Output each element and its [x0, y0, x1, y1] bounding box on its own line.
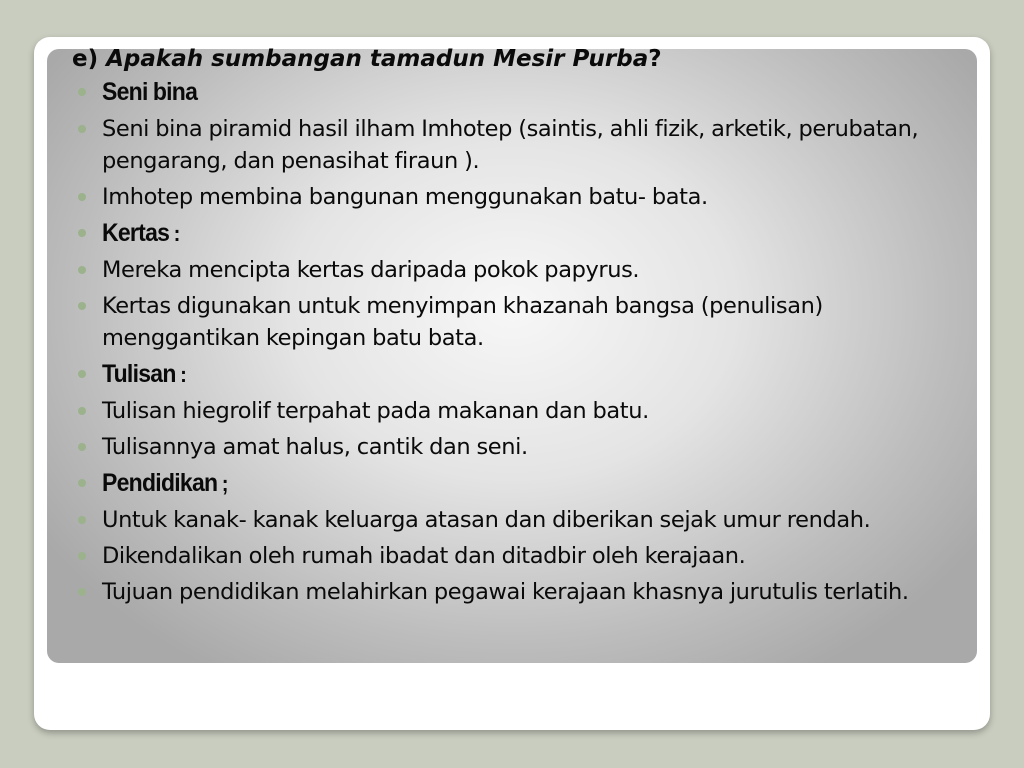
bullet-dot-icon — [78, 479, 86, 487]
bullet-dot-icon — [78, 588, 86, 596]
section-heading: Tulisan : — [102, 360, 187, 388]
bullet-dot-icon — [78, 229, 86, 237]
bullet-dot-icon — [78, 552, 86, 560]
list-item-text: Kertas digunakan untuk menyimpan khazanah bangsa (penulisan) menggantikan kepingan batu bata. — [102, 293, 823, 351]
bullet-dot-icon — [78, 125, 86, 133]
list-item-text: Imhotep membina bangunan menggunakan batu- bata. — [102, 184, 708, 210]
title-prefix: e) — [72, 46, 107, 72]
bullet-dot-icon — [78, 266, 86, 274]
list-item-text: Mereka mencipta kertas daripada pokok papyrus. — [102, 257, 640, 283]
list-item — [72, 431, 972, 463]
list-item — [72, 290, 972, 354]
list-item — [72, 576, 972, 608]
list-item-text: Untuk kanak- kanak keluarga atasan dan diberikan sejak umur rendah. — [102, 507, 871, 533]
section-heading: Seni bina — [102, 78, 198, 106]
list-item-text: Tujuan pendidikan melahirkan pegawai kerajaan khasnya jurutulis terlatih. — [102, 579, 909, 605]
bullet-dot-icon — [78, 302, 86, 310]
list-item — [72, 113, 972, 177]
list-item — [72, 358, 972, 391]
bullet-dot-icon — [78, 370, 86, 378]
section-heading: Pendidikan ; — [102, 469, 228, 497]
slide-content — [72, 42, 972, 612]
bullet-dot-icon — [78, 516, 86, 524]
list-item — [72, 467, 972, 500]
bullet-dot-icon — [78, 193, 86, 201]
list-item-text: Seni bina piramid hasil ilham Imhotep (saintis, ahli fizik, arketik, perubatan, pengarang, dan penasihat firaun ). — [102, 116, 919, 174]
list-item — [72, 181, 972, 213]
title-question: Apakah sumbangan tamadun Mesir Purba — [106, 46, 649, 72]
list-item-text: Dikendalikan oleh rumah ibadat dan ditadbir oleh kerajaan. — [102, 543, 746, 569]
bullet-dot-icon — [78, 443, 86, 451]
section-heading: Kertas : — [102, 219, 180, 247]
list-item-text: Tulisannya amat halus, cantik dan seni. — [102, 434, 528, 460]
list-item — [72, 76, 972, 109]
bullet-dot-icon — [78, 88, 86, 96]
bullet-list — [72, 76, 972, 608]
list-item — [72, 395, 972, 427]
list-item-text: Tulisan hiegrolif terpahat pada makanan dan batu. — [102, 398, 649, 424]
list-item — [72, 540, 972, 572]
slide-title — [72, 42, 972, 76]
list-item — [72, 504, 972, 536]
list-item — [72, 254, 972, 286]
bullet-dot-icon — [78, 407, 86, 415]
list-item — [72, 217, 972, 250]
title-question-mark: ? — [648, 46, 662, 72]
